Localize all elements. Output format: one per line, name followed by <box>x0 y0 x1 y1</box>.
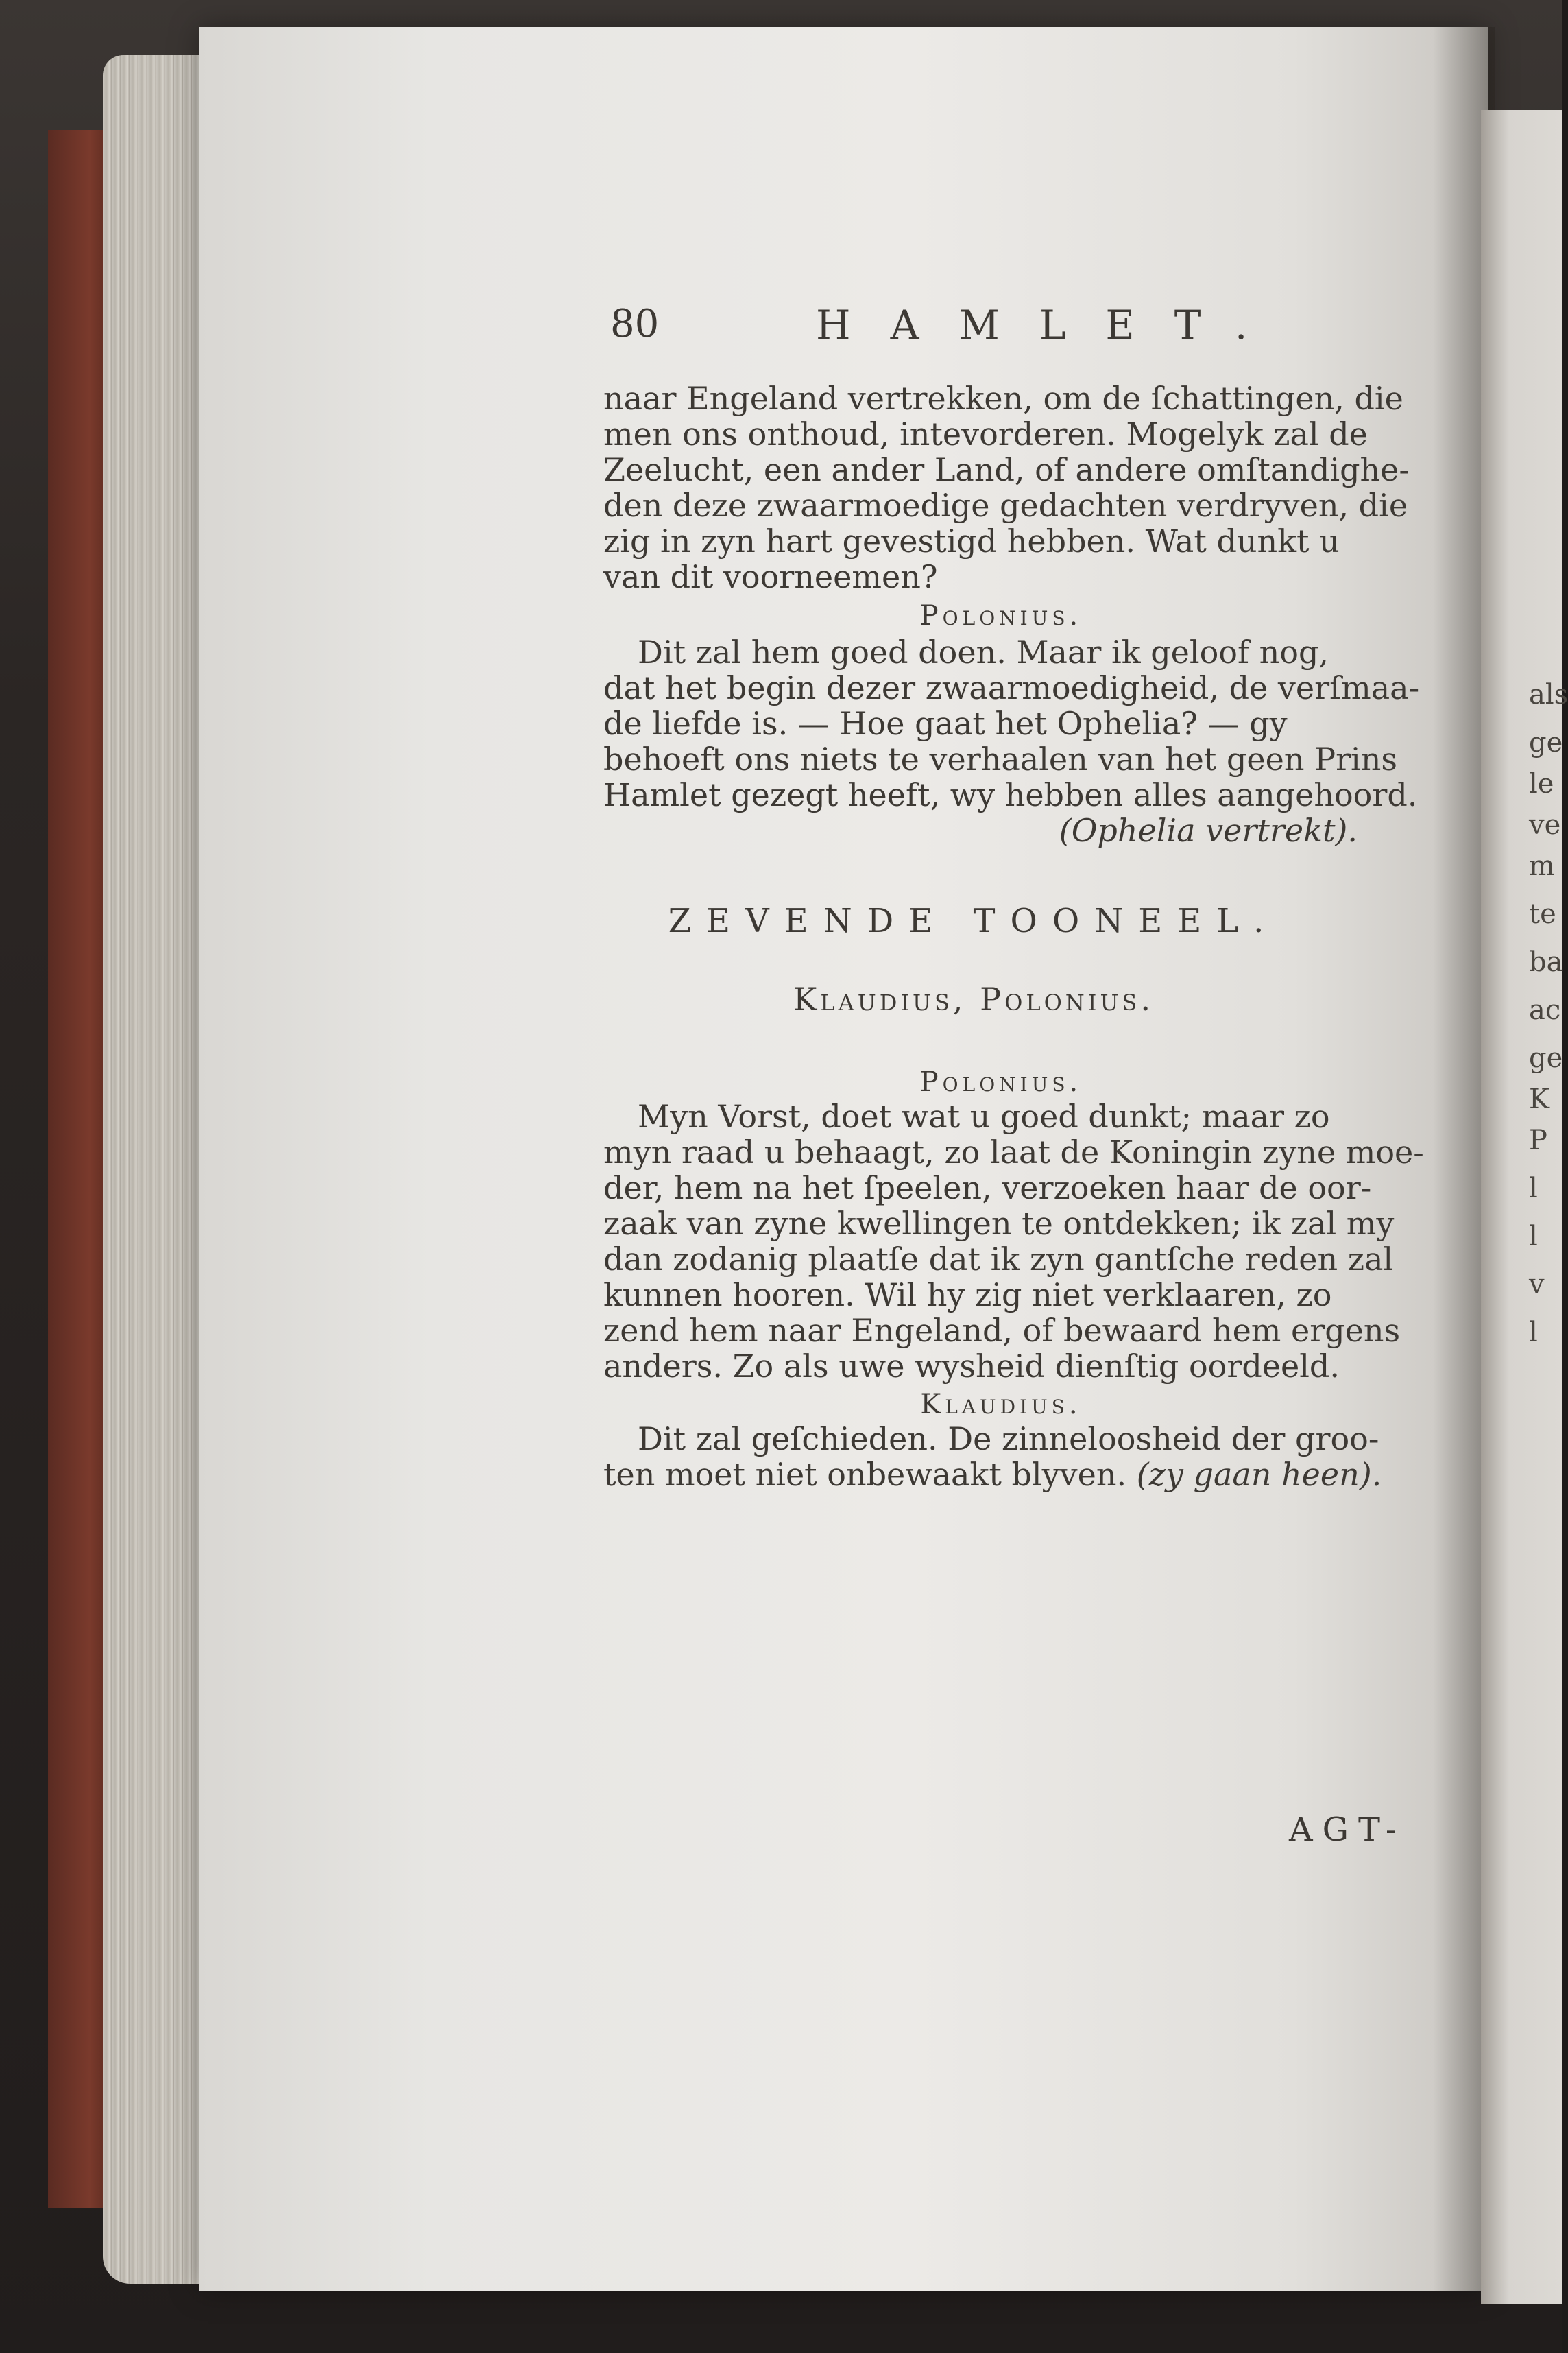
speaker-name: Polonius. <box>919 1066 1083 1098</box>
facing-page-fragment: v <box>1529 1269 1545 1300</box>
running-title: HAMLET. <box>816 302 1288 348</box>
text-line: Hamlet gezegt heeft, wy hebben alles aangehoord. <box>603 776 1418 813</box>
facing-page-fragment: ve <box>1529 809 1561 841</box>
text-line: dan zodanig plaatſe dat ik zyn gantſche reden zal <box>603 1241 1394 1278</box>
running-head <box>603 302 1303 357</box>
facing-page-fragment: ac <box>1529 994 1561 1026</box>
speaker-name: Polonius. <box>919 600 1083 632</box>
text-line: de liefde is. — Hoe gaat het Ophelia? — gy <box>603 705 1288 742</box>
text-line: anders. Zo als uwe wysheid dienſtig oordeeld. <box>603 1348 1340 1385</box>
text-line: den deze zwaarmoedige gedachten verdryven, die <box>603 487 1408 524</box>
text-line: men ons onthoud, intevorderen. Mogelyk zal de <box>603 416 1368 453</box>
text-line: zaak van zyne kwellingen te ontdekken; ik zal my <box>603 1205 1395 1242</box>
facing-page-fragment: K <box>1529 1084 1549 1115</box>
facing-page-fragment: P <box>1529 1125 1547 1156</box>
page-number: 80 <box>610 302 660 346</box>
text-line: dat het begin dezer zwaarmoedigheid, de verſmaa- <box>603 669 1420 706</box>
text-line: kunnen hooren. Wil hy zig niet verklaaren, zo <box>603 1276 1332 1313</box>
speaker-name: Klaudius. <box>920 1389 1082 1420</box>
text-line: Dit zal hem goed doen. Maar ik geloof nog, <box>638 634 1329 671</box>
scene-heading: ZEVENDE TOONEEL. <box>668 902 1279 940</box>
scene-characters: Klaudius, Polonius. <box>793 981 1154 1018</box>
facing-page-fragment: te <box>1529 898 1556 930</box>
facing-page-fragment: l <box>1529 1173 1538 1204</box>
text-line: van dit voorneemen? <box>603 558 938 595</box>
text-line: Myn Vorst, doet wat u goed dunkt; maar zo <box>638 1098 1330 1135</box>
facing-page-fragment: l <box>1529 1317 1538 1348</box>
facing-page-fragment: ge <box>1529 727 1563 759</box>
facing-page-fragment: le <box>1529 768 1554 800</box>
facing-page-right <box>1481 110 1568 2304</box>
text-line: myn raad u behaagt, zo laat de Koningin zyne moe- <box>603 1134 1424 1171</box>
text-line: der, hem na het ſpeelen, verzoeken haar de oor- <box>603 1169 1372 1206</box>
text-line: Zeelucht, een ander Land, of andere omſtandighe- <box>603 451 1410 488</box>
facing-page-fragment: l <box>1529 1221 1538 1252</box>
facing-page-fragment: als <box>1529 679 1568 710</box>
facing-page-fragment: ge <box>1529 1042 1563 1074</box>
facing-page-fragment: m <box>1529 850 1555 882</box>
facing-page-fragment: ba <box>1529 946 1563 978</box>
stage-direction: (Ophelia vertrekt). <box>1059 812 1358 849</box>
text-line: Dit zal geſchieden. De zinneloosheid der groo- <box>638 1420 1379 1457</box>
catchword: AGT- <box>1289 1811 1407 1849</box>
text-line: naar Engeland vertrekken, om de ſchattingen, die <box>603 380 1403 417</box>
text-line-content: ten moet niet onbewaakt blyven. <box>603 1456 1127 1493</box>
text-line: zig in zyn hart gevestigd hebben. Wat dunkt u <box>603 523 1340 560</box>
text-line: zend hem naar Engeland, of bewaard hem ergens <box>603 1312 1401 1349</box>
page-block-edges <box>103 55 213 2284</box>
text-line: behoeft ons niets te verhaalen van het geen Prins <box>603 741 1397 778</box>
stage-direction: (zy gaan heen). <box>1136 1456 1382 1493</box>
text-line <box>603 1457 1382 1492</box>
